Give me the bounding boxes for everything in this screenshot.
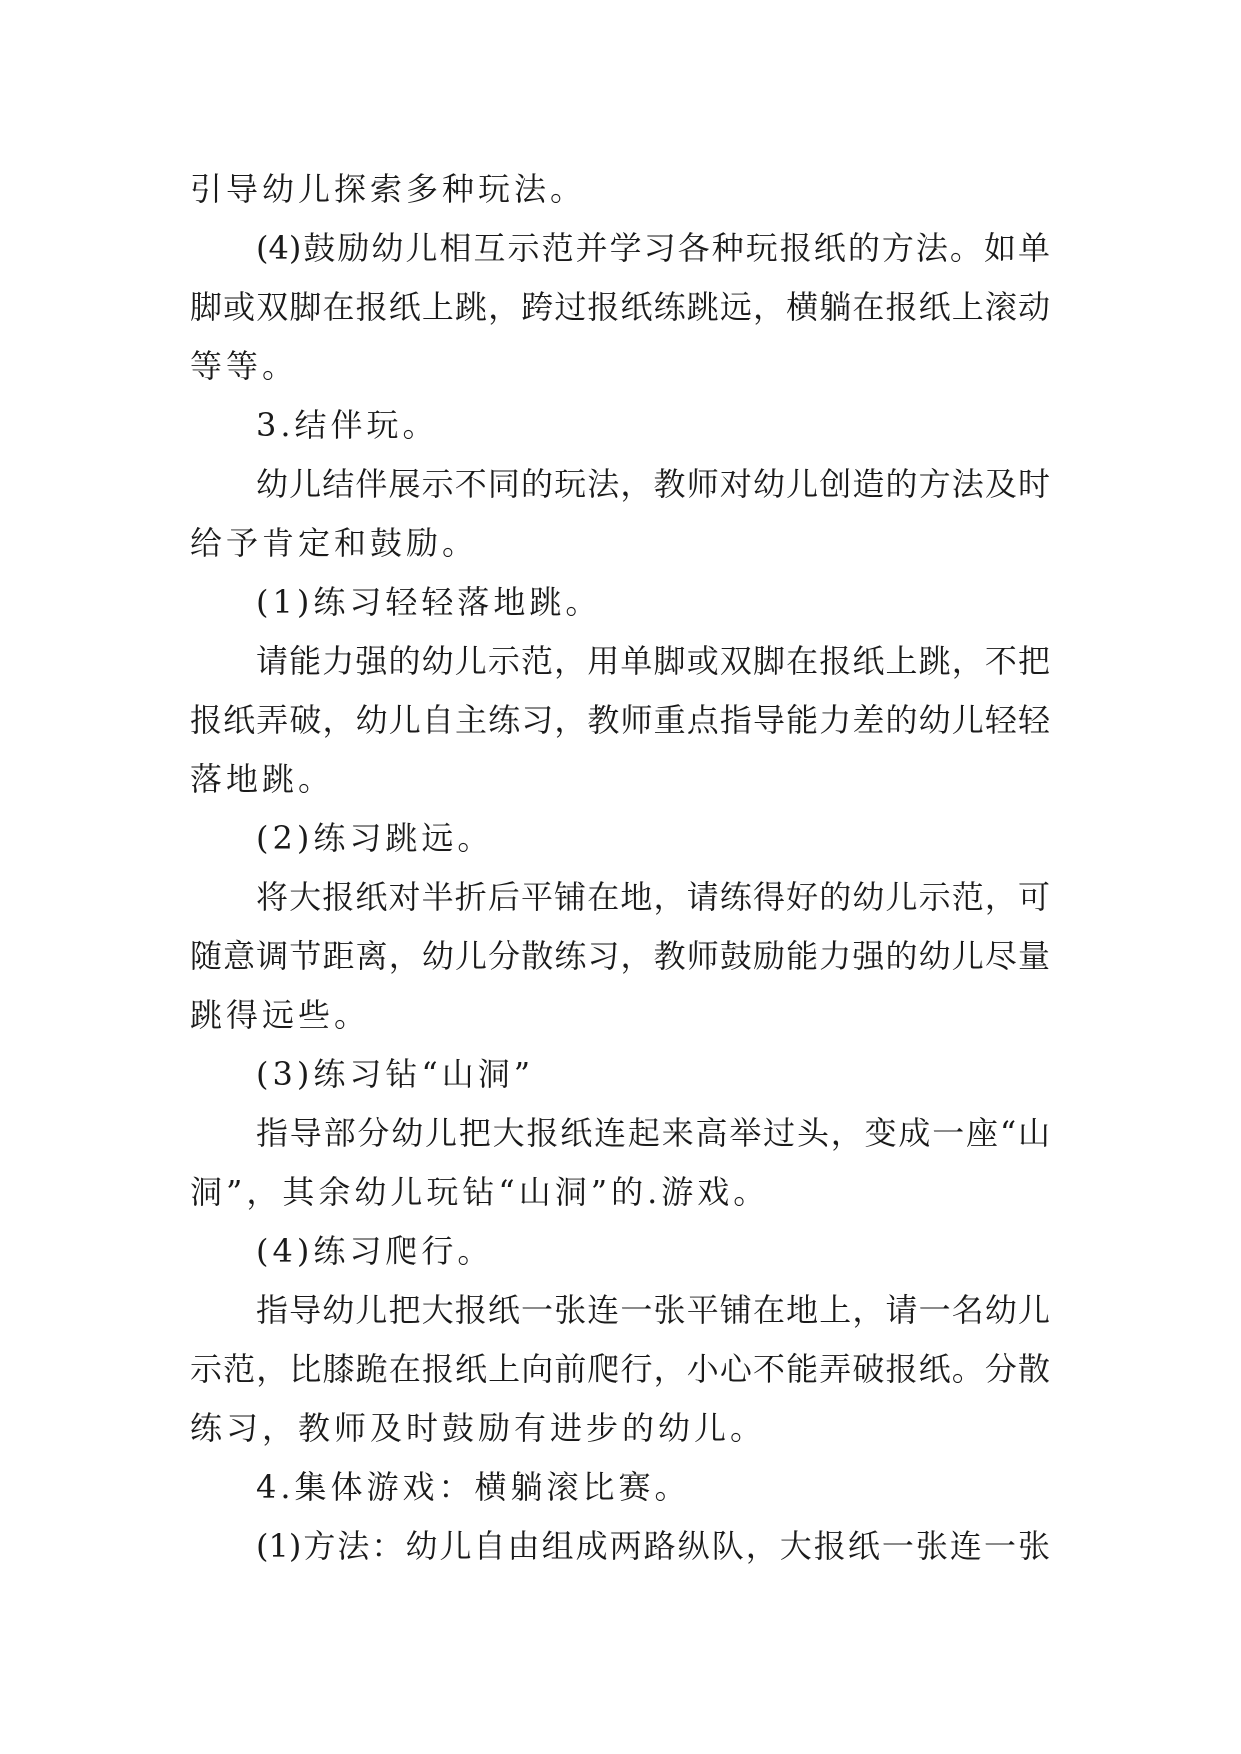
text-line: 幼儿结伴展示不同的玩法，教师对幼儿创造的方法及时 (256, 465, 1050, 503)
text-line: 随意调节距离，幼儿分散练习，教师鼓励能力强的幼儿尽量 (190, 937, 1050, 975)
text-line: 指导部分幼儿把大报纸连起来高举过头，变成一座“山 (256, 1114, 1050, 1152)
subsection-heading: (3)练习钻“山洞” (256, 1055, 535, 1093)
text-line: 给予肯定和鼓励。 (190, 524, 479, 562)
text-line: 将大报纸对半折后平铺在地，请练得好的幼儿示范，可 (256, 878, 1050, 916)
text-line: 等等。 (190, 347, 299, 385)
text-line: 练习，教师及时鼓励有进步的幼儿。 (190, 1409, 767, 1447)
text-line: 脚或双脚在报纸上跳，跨过报纸练跳远，横躺在报纸上滚动 (190, 288, 1050, 326)
text-line: 引导幼儿探索多种玩法。 (190, 170, 587, 208)
subsection-heading: (2)练习跳远。 (256, 819, 494, 857)
text-line: 洞”，其余幼儿玩钻“山洞”的.游戏。 (190, 1173, 770, 1211)
body-text (190, 160, 1050, 1576)
section-heading: 3.结伴玩。 (256, 406, 439, 444)
text-line: 请能力强的幼儿示范，用单脚或双脚在报纸上跳，不把 (256, 642, 1050, 680)
text-line: 示范，比膝跪在报纸上向前爬行，小心不能弄破报纸。分散 (190, 1350, 1050, 1388)
text-line: (1)方法：幼儿自由组成两路纵队，大报纸一张连一张 (256, 1527, 1050, 1565)
subsection-heading: (4)练习爬行。 (256, 1232, 494, 1270)
section-heading: 4.集体游戏：横躺滚比赛。 (256, 1468, 691, 1506)
subsection-heading: (1)练习轻轻落地跳。 (256, 583, 602, 621)
text-line: 报纸弄破，幼儿自主练习，教师重点指导能力差的幼儿轻轻 (190, 701, 1050, 739)
text-line: (4)鼓励幼儿相互示范并学习各种玩报纸的方法。如单 (256, 229, 1050, 267)
text-line: 指导幼儿把大报纸一张连一张平铺在地上，请一名幼儿 (256, 1291, 1050, 1329)
text-line: 跳得远些。 (190, 996, 371, 1034)
text-line: 落地跳。 (190, 760, 335, 798)
